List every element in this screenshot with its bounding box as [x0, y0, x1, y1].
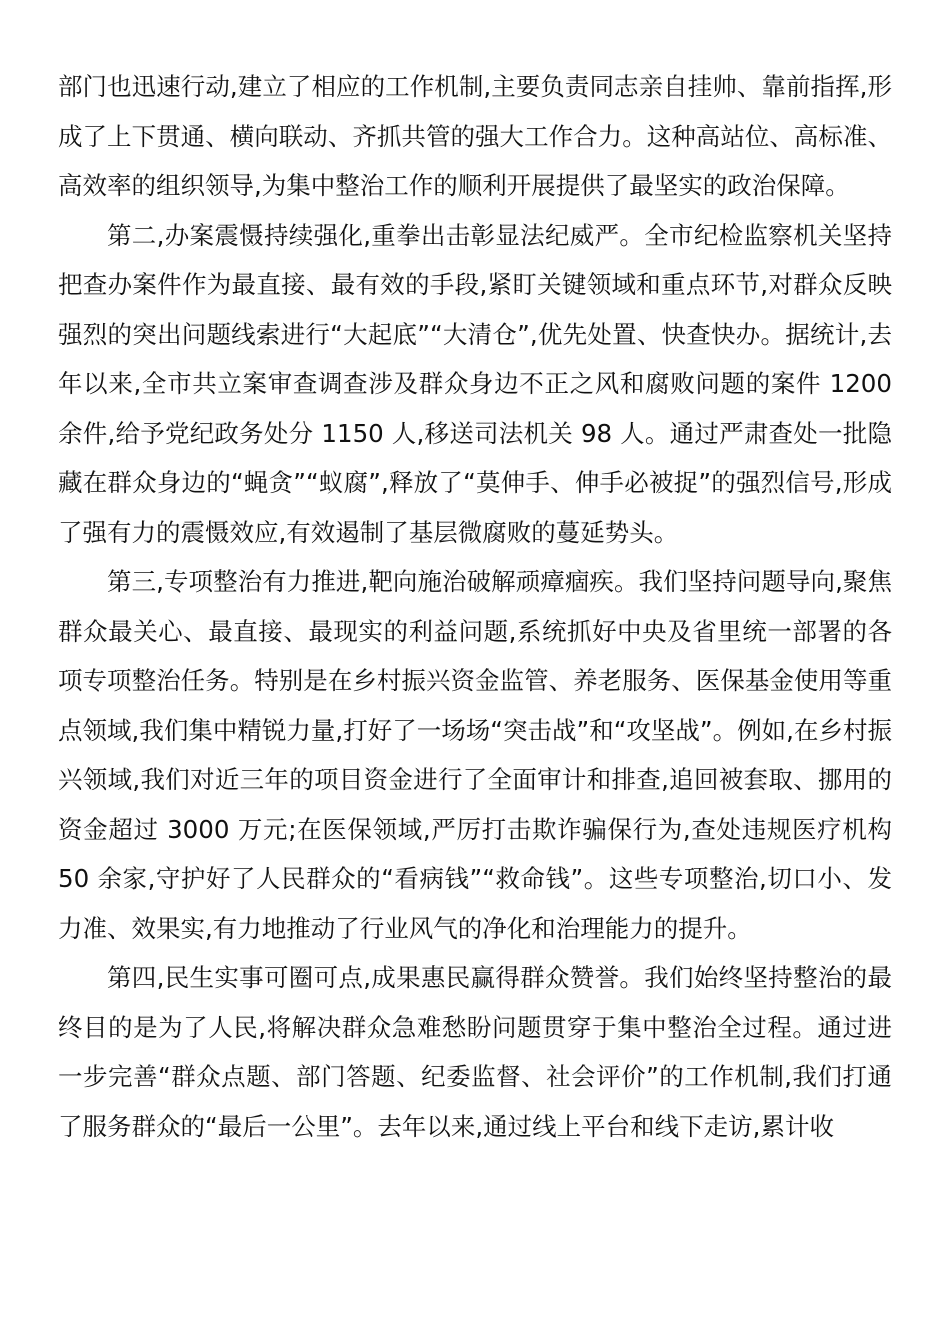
paragraph-livelihood: 第四,民生实事可圈可点,成果惠民赢得群众赞誉。我们始终坚持整治的最终目的是为了人民,将解决群众急难愁盼问题贯穿于集中整治全过程。通过进一步完善“群众点题、部门答题、纪委监督、社会评价”的工作机制,我们打通了服务群众的“最后一公里”。去年以来,通过线上平台和线下走访,累计收	[58, 963, 892, 1141]
paragraph-case-handling: 第二,办案震慑持续强化,重拳出击彰显法纪威严。全市纪检监察机关坚持把查办案件作为最直接、最有效的手段,紧盯关键领域和重点环节,对群众反映强烈的突出问题线索进行“大起底”“大清仓”,优先处置、快查快办。据统计,去年以来,全市共立案审查调查涉及群众身边不正之风和腐败问题的案件 1200 余件,给予党纪政务处分 1150 人,移送司法机关 98 人。通过严肃查处一批隐藏在群众身边的“蝇贪”“蚁腐”,释放了“莫伸手、伸手必被捉”的强烈信号,形成了强有力的震慑效应,有效遏制了基层微腐败的蔓延势头。	[58, 220, 892, 547]
document-body	[58, 62, 892, 1151]
paragraph-special-rectification: 第三,专项整治有力推进,靶向施治破解顽瘴痼疾。我们坚持问题导向,聚焦群众最关心、最直接、最现实的利益问题,系统抓好中央及省里统一部署的各项专项整治任务。特别是在乡村振兴资金监管、养老服务、医保基金使用等重点领域,我们集中精锐力量,打好了一场场“突击战”和“攻坚战”。例如,在乡村振兴领域,我们对近三年的项目资金进行了全面审计和排查,追回被套取、挪用的资金超过 3000 万元;在医保领域,严厉打击欺诈骗保行为,查处违规医疗机构 50 余家,守护好了人民群众的“看病钱”“救命钱”。这些专项整治,切口小、发力准、效果实,有力地推动了行业风气的净化和治理能力的提升。	[58, 567, 892, 943]
paragraph-continuation: 部门也迅速行动,建立了相应的工作机制,主要负责同志亲自挂帅、靠前指挥,形成了上下贯通、横向联动、齐抓共管的强大工作合力。这种高站位、高标准、高效率的组织领导,为集中整治工作的顺利开展提供了最坚实的政治保障。	[58, 72, 892, 200]
